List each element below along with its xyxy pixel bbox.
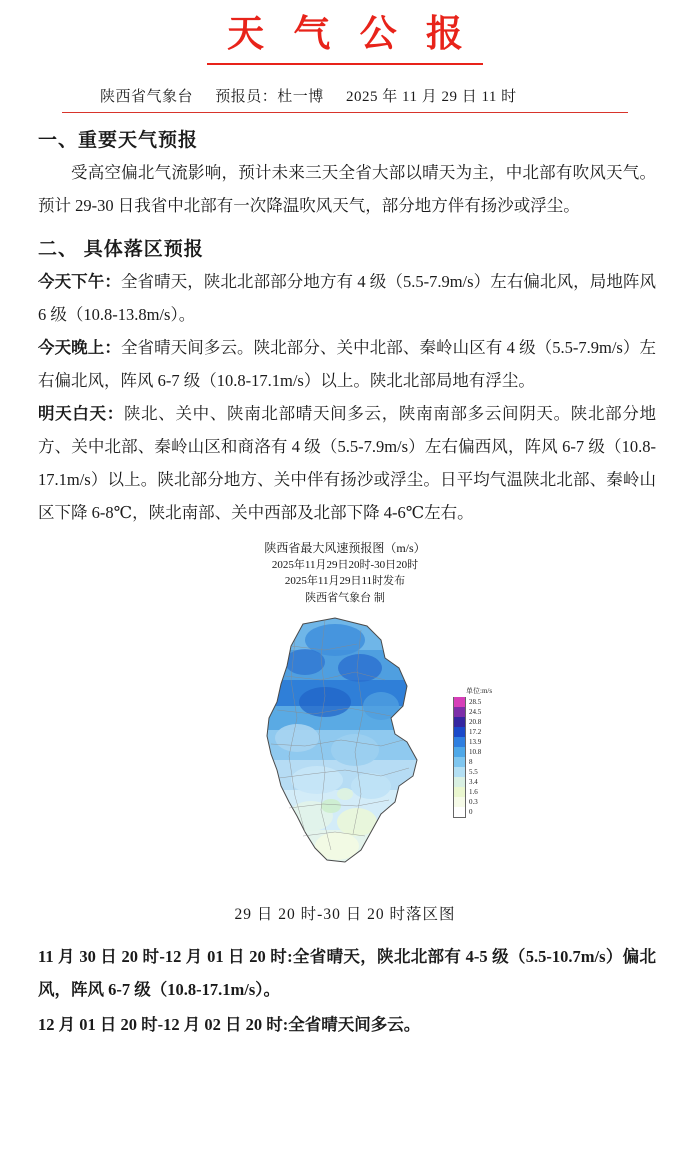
figure-header-line-1: 陕西省最大风速预报图（m/s） [264, 540, 426, 555]
legend-label: 1.6 [469, 787, 478, 796]
legend-swatch [453, 707, 466, 717]
forecast-item-lead: 明天白天： [38, 403, 124, 423]
forecast-item-text: 全省晴天，陕北北部部分地方有 4 级（5.5-7.9m/s）左右偏北风，局地阵风 6 级（10.8-13.8m/s）。 [38, 271, 657, 324]
map-legend [453, 688, 497, 817]
tail-paragraph-1: 11 月 30 日 20 时-12 月 01 日 20 时:全省晴天，陕北北部有 4-5 级（5.5-10.7m/s）偏北风，阵风 6-7 级（10.8-17.1m/s）。 [38, 947, 656, 1000]
legend-row [453, 757, 497, 767]
legend-swatch [453, 777, 466, 787]
legend-row [453, 807, 497, 817]
legend-swatch [453, 797, 466, 807]
legend-row [453, 737, 497, 747]
legend-row [453, 697, 497, 707]
forecast-item-lead: 今天下午： [38, 271, 121, 291]
section-heading-1: 一、重要天气预报 [38, 129, 199, 151]
legend-swatch [453, 787, 466, 797]
section-heading-2: 二、 具体落区预报 [38, 238, 204, 260]
legend-label: 3.4 [469, 777, 478, 786]
figure-header-line-4: 陕西省气象台 制 [305, 591, 385, 604]
legend-row [453, 777, 497, 787]
byline-datetime: 2025 年 11 月 29 日 11 时 [346, 88, 517, 105]
legend-unit: 单位:m/s [466, 687, 493, 696]
legend-label: 13.9 [469, 737, 482, 746]
legend-label: 8 [469, 757, 473, 766]
legend-swatch [453, 737, 466, 747]
legend-swatch [453, 697, 466, 707]
figure-header [0, 539, 690, 607]
map-fill-layer [255, 610, 435, 890]
legend-label: 0.3 [469, 797, 478, 806]
page-title: 天 气 公 报 [207, 14, 483, 65]
legend-label: 24.5 [469, 707, 482, 716]
forecast-item-today-afternoon [38, 265, 656, 331]
legend-row [453, 767, 497, 777]
legend-swatch [453, 767, 466, 777]
legend-label: 28.5 [469, 697, 482, 706]
tail-paragraph-2: 12 月 01 日 20 时-12 月 02 日 20 时:全省晴天间多云。 [38, 1015, 421, 1035]
legend-label: 20.8 [469, 717, 482, 726]
legend-label: 0 [469, 807, 473, 816]
legend-row [453, 747, 497, 757]
legend-swatch [453, 717, 466, 727]
legend-swatch [453, 807, 466, 818]
title-bar [0, 0, 690, 71]
byline-office: 陕西省气象台 [100, 88, 194, 105]
legend-swatch [453, 747, 466, 757]
byline [62, 85, 628, 113]
section-1-paragraph: 受高空偏北气流影响，预计未来三天全省大部以晴天为主，中北部有吹风天气。预计 29-30 日我省中北部有一次降温吹风天气，部分地方伴有扬沙或浮尘。 [38, 162, 656, 215]
figure-header-line-3: 2025年11月29日11时发布 [284, 575, 406, 588]
forecast-item-tonight [38, 331, 656, 397]
legend-label: 5.5 [469, 767, 478, 776]
legend-label: 10.8 [469, 747, 482, 756]
byline-forecaster: 预报员：杜一博 [215, 88, 324, 105]
forecast-item-tomorrow-daytime [38, 397, 656, 529]
tail-paragraphs [38, 940, 656, 1041]
map-container [185, 610, 505, 890]
legend-row [453, 727, 497, 737]
legend-row [453, 707, 497, 717]
legend-swatch [453, 757, 466, 767]
figure-caption: 29 日 20 时-30 日 20 时落区图 [234, 906, 456, 924]
legend-row [453, 787, 497, 797]
forecast-item-lead: 今天晚上： [38, 337, 121, 357]
forecast-item-text: 陕北、关中、陕南北部晴天间多云，陕南南部多云间阴天。陕北部分地方、关中北部、秦岭山区和商洛有 4 级（5.5-7.9m/s）左右偏西风，阵风 6-7 级（10.8-17.1m/s）以上。陕北部分地方、关中伴有扬沙或浮尘。日平均气温陕北北部、秦岭山区下降 6-8℃，陕北南部、关中西部及北部下降 4-6℃左右。 [38, 403, 657, 522]
legend-swatch [453, 727, 466, 737]
forecast-item-text: 全省晴天间多云。陕北部分、关中北部、秦岭山区有 4 级（5.5-7.9m/s）左右偏北风，阵风 6-7 级（10.8-17.1m/s）以上。陕北北部局地有浮尘。 [38, 337, 657, 390]
figure-header-line-2: 2025年11月29日20时-30日20时 [271, 558, 419, 571]
figure-wind-speed-map [0, 539, 690, 925]
legend-label: 17.2 [469, 727, 482, 736]
legend-row [453, 717, 497, 727]
legend-row [453, 797, 497, 807]
